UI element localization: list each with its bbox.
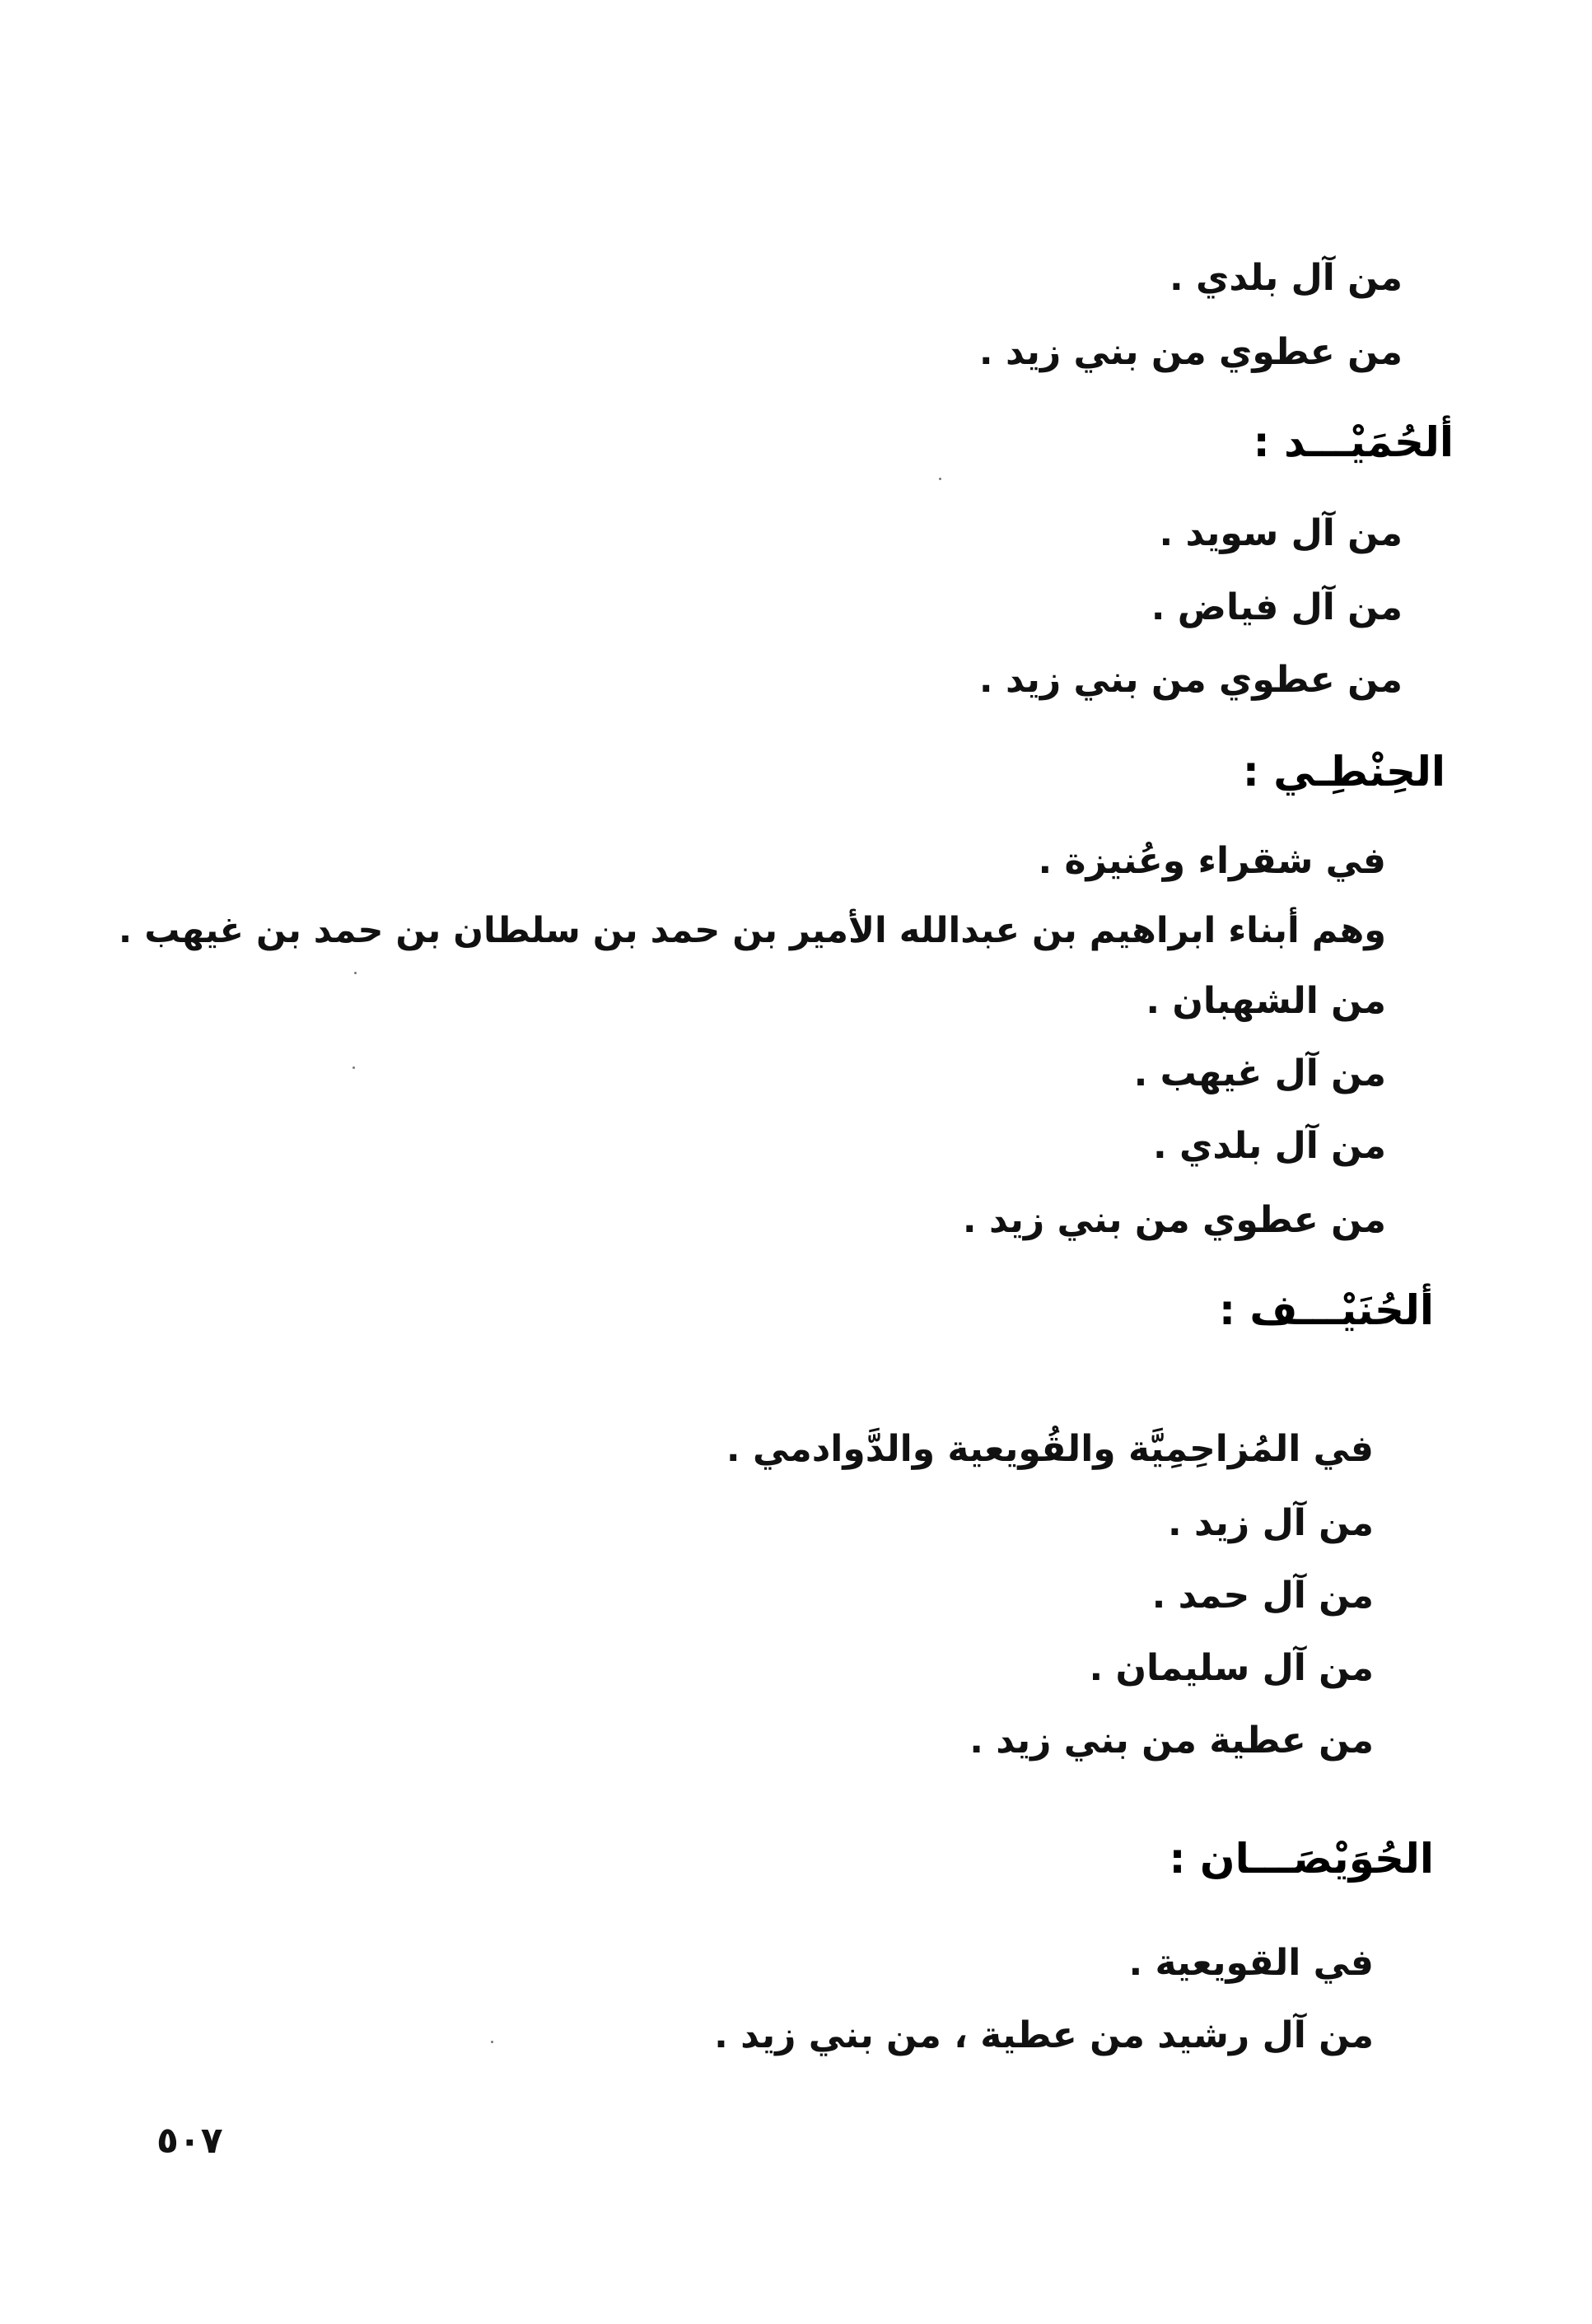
section-heading: ألحُمَيْـــد :	[1253, 418, 1454, 466]
text-line: من آل غيهب .	[1133, 1052, 1386, 1094]
text-line: من آل بلدي .	[1153, 1125, 1386, 1167]
section-heading: الحُوَيْصَـــان :	[1169, 1835, 1434, 1883]
text-line: من آل فياض .	[1151, 586, 1403, 628]
text-line: في المُزاحِمِيَّة والقُويعية والدَّوادمي .	[726, 1428, 1374, 1470]
text-line: من عطوي من بني زيد .	[962, 1199, 1386, 1241]
scan-speck	[352, 1066, 355, 1069]
text-line: من عطوي من بني زيد .	[978, 331, 1403, 373]
section-heading: ألحُنَيْـــف :	[1219, 1286, 1434, 1334]
scan-speck	[491, 2041, 493, 2043]
text-line: وهم أبناء ابراهيم بن عبدالله الأمير بن حمد بن سلطان بن حمد بن غيهب .	[118, 910, 1386, 951]
text-line: من آل حمد .	[1151, 1575, 1374, 1617]
text-line: من آل سويد .	[1159, 512, 1403, 554]
text-line: من عطية من بني زيد .	[969, 1720, 1374, 1762]
text-line: في القويعية .	[1128, 1942, 1374, 1984]
page-number: ٥٠٧	[156, 2120, 223, 2162]
scan-speck	[354, 972, 357, 974]
text-line: من آل بلدي .	[1169, 257, 1403, 299]
text-line: من عطوي من بني زيد .	[978, 659, 1403, 701]
text-line: في شقراء وعُنيزة .	[1038, 840, 1386, 882]
text-line: من آل زيد .	[1167, 1502, 1374, 1544]
text-line: من آل رشيد من عطية ، من بني زيد .	[714, 2014, 1374, 2056]
text-line: من الشهبان .	[1146, 980, 1386, 1022]
section-heading: الحِنْطِـي :	[1242, 748, 1445, 796]
scan-speck	[939, 478, 941, 480]
text-line: من آل سليمان .	[1089, 1647, 1374, 1689]
